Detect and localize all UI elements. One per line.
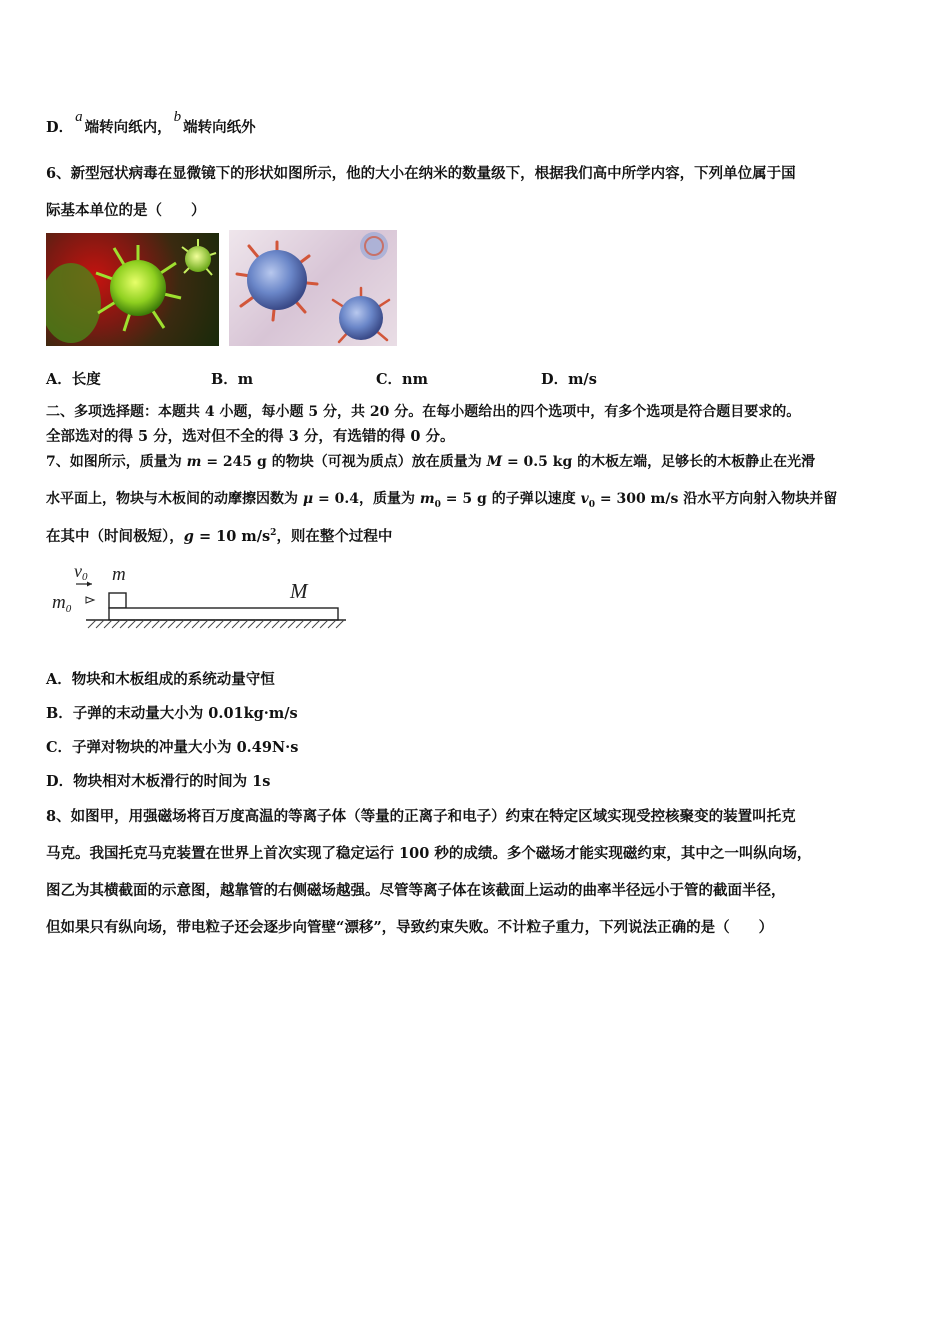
q7-stem-line2: 水平面上，物块与木板间的动摩擦因数为 μ = 0.4，质量为 $m_0 = 5$ g 的子弹以速度 $v_0 = 300$ m/s 沿水平方向射入物块并留 [46, 491, 838, 510]
q7-option-a: A．物块和木板组成的系统动量守恒 [46, 671, 275, 688]
q8-stem-line3: 图乙为其横截面的示意图，越靠管的右侧磁场越强。尽管等离子体在该截面上运动的曲率半径远小于管的截面半径， [46, 882, 786, 899]
block-m [109, 593, 126, 608]
board-M [109, 608, 338, 620]
q7-block-board-diagram [46, 560, 351, 635]
velocity-arrowhead [87, 582, 92, 587]
ground-hatching [88, 620, 344, 628]
section2-heading-line2: 全部选对的得 5 分，选对但不全的得 3 分，有选错的得 0 分。 [46, 428, 455, 445]
q7-option-c: C．子弹对物块的冲量大小为 0.49N·s [46, 739, 299, 756]
bullet-icon [86, 597, 94, 603]
q6-option-d: D．m/s [541, 371, 597, 388]
coronavirus-green-illustration [46, 233, 219, 346]
q8-stem-line2: 马克。我国托克马克装置在世界上首次实现了稳定运行 100 秒的成绩。多个磁场才能实现磁约束，其中之一叫纵向场， [46, 845, 812, 862]
m-label: m [112, 564, 126, 585]
q7-stem-line1: 7、如图所示，质量为 m = 245 g 的物块（可视为质点）放在质量为 M = 0.5 kg 的木板左端，足够长的木板静止在光滑 [46, 454, 816, 470]
q7-diagram-svg [46, 560, 351, 635]
section2-heading-line1: 二、多项选择题：本题共 4 小题，每小题 5 分，共 20 分。在每小题给出的四个选项中，有多个选项是符合题目要求的。 [46, 404, 801, 420]
q5-option-d: D．a端转向纸内，b端转向纸外 [46, 109, 256, 136]
q6-option-b: B．m [211, 371, 254, 388]
q8-stem-line4: 但如果只有纵向场，带电粒子还会逐步向管壁“漂移”，导致约束失败。不计粒子重力，下列说法正确的是（ ） [46, 919, 774, 936]
q6-option-a: A．长度 [46, 371, 101, 388]
q6-option-c: C．nm [376, 371, 428, 388]
q6-stem-line1: 6、新型冠状病毒在显微镜下的形状如图所示，他的大小在纳米的数量级下，根据我们高中所学内容，下列单位属于国 [46, 165, 796, 182]
M-label: M [290, 579, 308, 603]
coronavirus-green-image [46, 233, 219, 346]
coronavirus-pink-illustration [229, 230, 397, 346]
q7-option-b: B．子弹的末动量大小为 0.01kg·m/s [46, 705, 298, 722]
q7-stem-line3: 在其中（时间极短），g = 10 $m/s^2$，则在整个过程中 [46, 528, 393, 545]
q8-stem-line1: 8、如图甲，用强磁场将百万度高温的等离子体（等量的正离子和电子）约束在特定区域实现受控核聚变的装置叫托克 [46, 808, 796, 825]
v0-label: v0 [74, 561, 88, 583]
q6-stem-line2: 际基本单位的是（ ） [46, 202, 206, 219]
m0-label: $m_0$ [52, 592, 72, 615]
coronavirus-pink-image [229, 230, 397, 346]
q7-option-d: D．物块相对木板滑行的时间为 1s [46, 773, 271, 790]
